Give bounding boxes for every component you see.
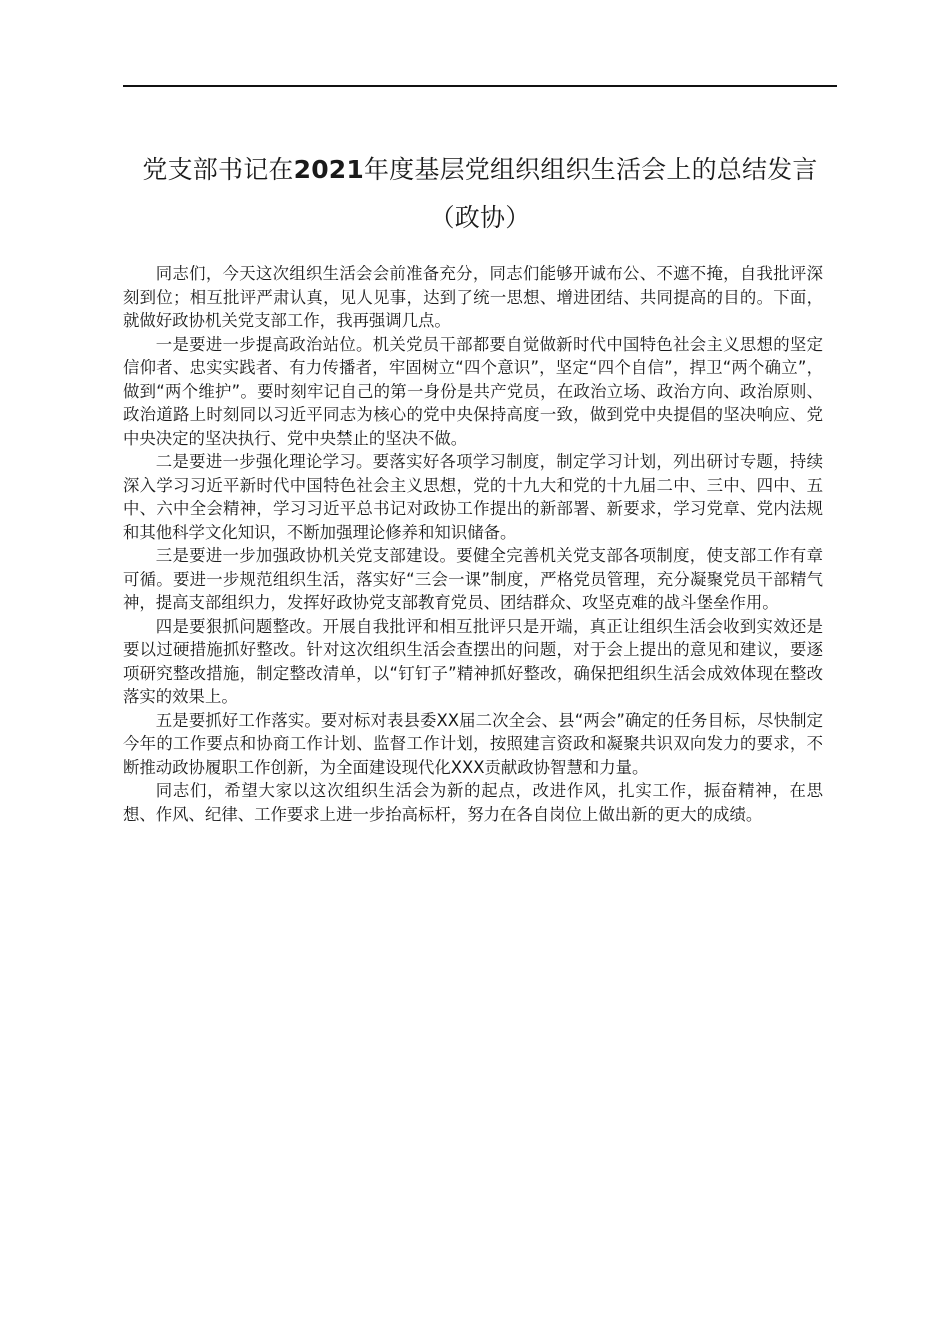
paragraph-point-4: 四是要狠抓问题整改。开展自我批评和相互批评只是开端，真正让组织生活会收到实效还是要以过硬措施抓好整改。针对这次组织生活会查摆出的问题，对于会上提出的意见和建议，要逐项研究整改措施，制定整改清单，以“钉钉子”精神抓好整改，确保把组织生活会成效体现在整改落实的效果上。 — [123, 616, 823, 706]
document-body — [123, 262, 823, 826]
paragraph-point-5: 五是要抓好工作落实。要对标对表县委XX届二次全会、县“两会”确定的任务目标，尽快制定今年的工作要点和协商工作计划、监督工作计划，按照建言资政和凝聚共识双向发力的要求，不断推动政协履职工作创新，为全面建设现代化XXX贡献政协智慧和力量。 — [123, 710, 823, 777]
paragraph-point-2: 二是要进一步强化理论学习。要落实好各项学习制度，制定学习计划，列出研讨专题，持续深入学习习近平新时代中国特色社会主义思想，党的十九大和党的十九届二中、三中、四中、五中、六中全会精神，学习习近平总书记对政协工作提出的新部署、新要求，学习党章、党内法规和其他科学文化知识，不断加强理论修养和知识储备。 — [123, 452, 823, 542]
title-year: 2021 — [293, 155, 364, 184]
title-part-1: 党支部书记在 — [142, 155, 294, 184]
paragraph-point-3: 三是要进一步加强政协机关党支部建设。要健全完善机关党支部各项制度，使支部工作有章可循。要进一步规范组织生活，落实好“三会一课”制度，严格党员管理，充分凝聚党员干部精气神，提高支部组织力，发挥好政协党支部教育党员、团结群众、攻坚克难的战斗堡垒作用。 — [123, 546, 823, 612]
document-title — [118, 146, 842, 242]
header-rule — [123, 85, 837, 87]
title-part-2: 年度基层党组织组织生活会上的总结发言（政协） — [363, 155, 818, 232]
paragraph-closing: 同志们，希望大家以这次组织生活会为新的起点，改进作风，扎实工作，振奋精神，在思想、作风、纪律、工作要求上进一步抬高标杆，努力在各自岗位上做出新的更大的成绩。 — [123, 781, 823, 824]
paragraph-opening: 同志们，今天这次组织生活会会前准备充分，同志们能够开诚布公、不遮不掩，自我批评深刻到位；相互批评严肃认真，见人见事，达到了统一思想、增进团结、共同提高的目的。下面，就做好政协机关党支部工作，我再强调几点。 — [123, 264, 823, 330]
paragraph-point-1: 一是要进一步提高政治站位。机关党员干部都要自觉做新时代中国特色社会主义思想的坚定信仰者、忠实实践者、有力传播者，牢固树立“四个意识”，坚定“四个自信”，捍卫“两个确立”，做到“两个维护”。要时刻牢记自己的第一身份是共产党员，在政治立场、政治方向、政治原则、政治道路上时刻同以习近平同志为核心的党中央保持高度一致，做到党中央提倡的坚决响应、党中央决定的坚决执行、党中央禁止的坚决不做。 — [123, 334, 823, 448]
